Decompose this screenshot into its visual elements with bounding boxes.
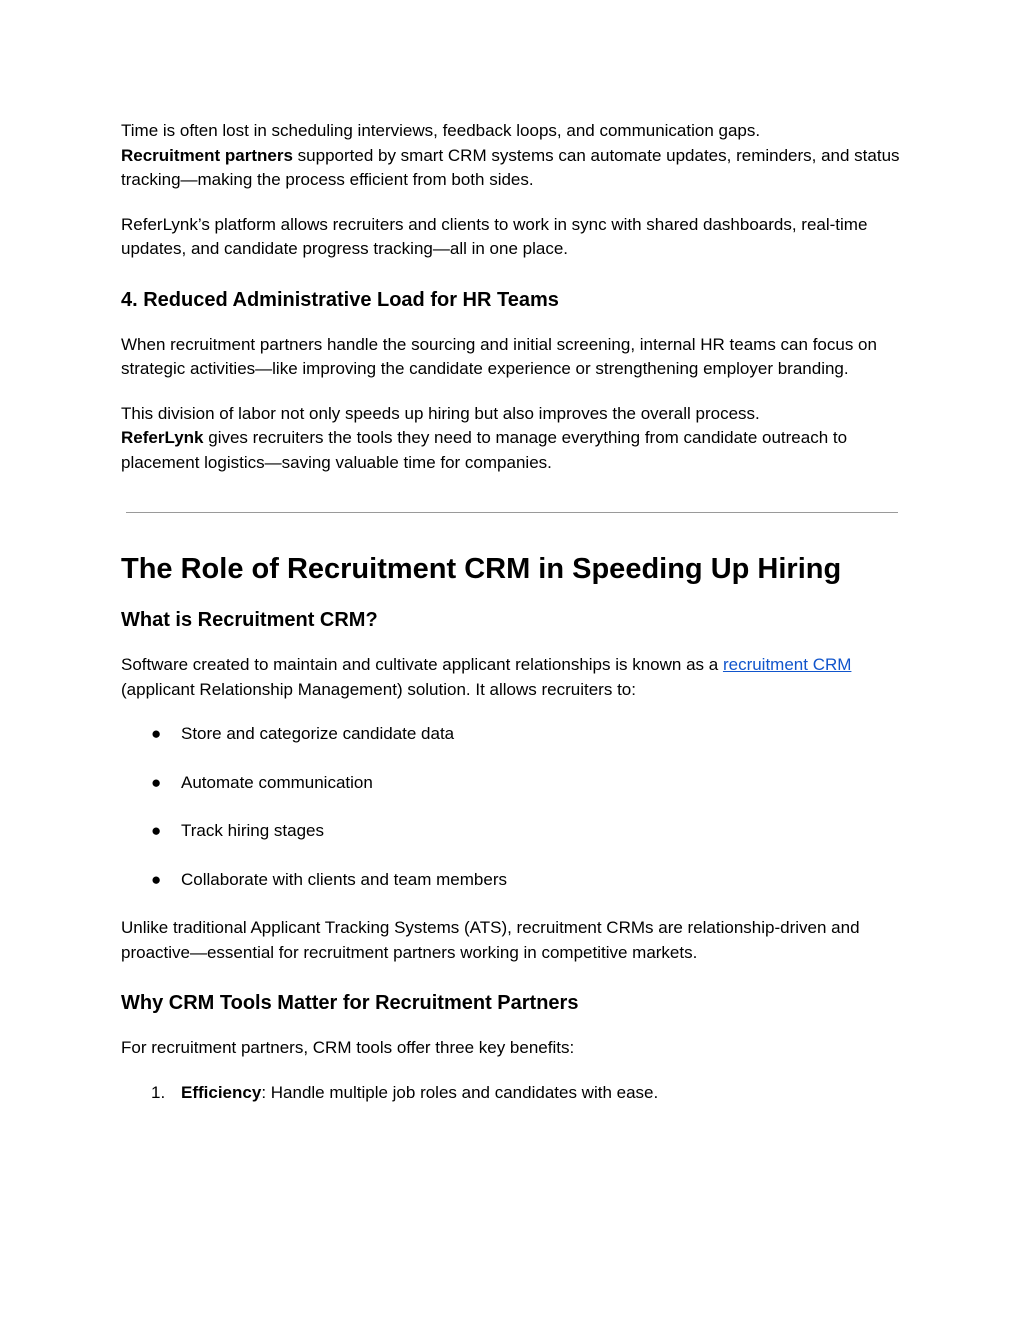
paragraph-division-of-labor: This division of labor not only speeds up hiring but also improves the overall process. ReferLynk gives recruiters the tools they need to manage everything from candidate outreach to placement logistics—saving valuable time for companies. bbox=[121, 403, 848, 472]
list-number: 1. bbox=[151, 1082, 166, 1102]
benefits-list bbox=[121, 1081, 906, 1106]
bullet-icon: ● bbox=[151, 821, 162, 840]
heading-what-is-crm: What is Recruitment CRM? bbox=[121, 609, 378, 631]
bullet-icon: ● bbox=[151, 869, 162, 889]
horizontal-divider bbox=[126, 512, 898, 513]
crm-capabilities-list bbox=[121, 722, 906, 892]
list-item: ● Collaborate with clients and team members bbox=[121, 868, 906, 893]
document-content bbox=[121, 119, 906, 1105]
paragraph-referlynk-platform: ReferLynk’s platform allows recruiters and clients to work in sync with shared dashboards, real-time updates, and candidate progress tracking—all in one place. bbox=[121, 214, 868, 258]
list-item: ● Store and categorize candidate data bbox=[121, 722, 906, 747]
bold-efficiency: Efficiency bbox=[181, 1082, 262, 1102]
bullet-icon: ● bbox=[151, 724, 162, 743]
paragraph-time-lost: Time is often lost in scheduling interviews, feedback loops, and communication gaps. Recruitment partners supported by smart CRM systems can automate updates, reminders, and status tracking—making the process efficient from both sides. bbox=[121, 121, 900, 189]
list-item: 1. Efficiency: Handle multiple job roles and candidates with ease. bbox=[121, 1081, 906, 1106]
heading-reduced-admin-load: 4. Reduced Administrative Load for HR Teams bbox=[121, 288, 559, 311]
bullet-icon: ● bbox=[151, 772, 162, 792]
heading-role-of-crm: The Role of Recruitment CRM in Speeding Up Hiring bbox=[121, 553, 842, 585]
bold-recruitment-partners: Recruitment partners bbox=[121, 145, 293, 165]
paragraph-hr-teams: When recruitment partners handle the sourcing and initial screening, internal HR teams can focus on strategic activities—like improving the candidate experience or strengthening employer branding. bbox=[121, 334, 877, 378]
paragraph-key-benefits-intro: For recruitment partners, CRM tools offer three key benefits: bbox=[121, 1038, 575, 1057]
paragraph-ats-comparison: Unlike traditional Applicant Tracking Systems (ATS), recruitment CRMs are relationship-driven and proactive—essential for recruitment partners working in competitive markets. bbox=[121, 918, 860, 962]
paragraph-crm-intro: Software created to maintain and cultivate applicant relationships is known as a recruitment CRM (applicant Relationship Management) solution. It allows recruiters to: bbox=[121, 655, 852, 699]
recruitment-crm-link[interactable]: recruitment CRM bbox=[722, 655, 852, 674]
list-item: ● Track hiring stages bbox=[121, 819, 906, 844]
bold-referlynk: ReferLynk bbox=[121, 428, 204, 447]
list-item: ● Automate communication bbox=[121, 771, 906, 796]
heading-why-crm-tools: Why CRM Tools Matter for Recruitment Partners bbox=[121, 992, 579, 1014]
